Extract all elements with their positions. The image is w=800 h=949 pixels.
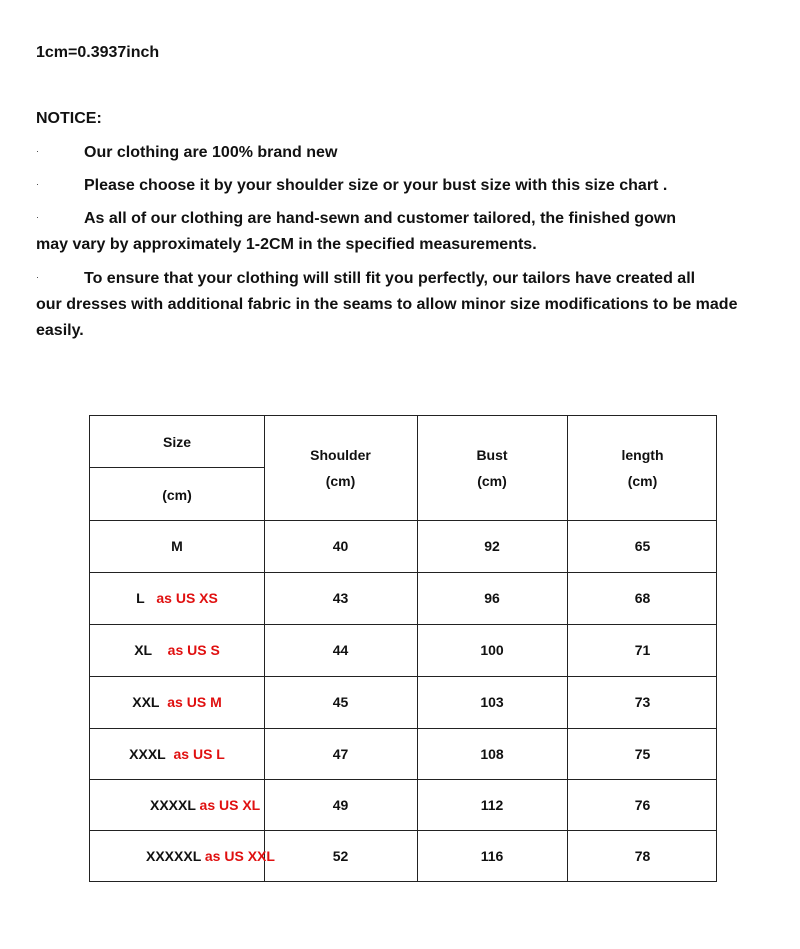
length-cell: 68 [634, 590, 651, 606]
length-cell: 73 [634, 694, 651, 710]
header-length-unit: (cm) [627, 473, 658, 489]
size-cell [90, 746, 264, 762]
length-cell: 78 [634, 848, 651, 864]
size-cell [90, 538, 264, 554]
bust-cell: 103 [480, 694, 504, 710]
notice-item-1-text: Our clothing are 100% brand new [84, 144, 338, 161]
header-shoulder-unit: (cm) [325, 473, 356, 489]
us-size-equivalent: as US M [167, 694, 222, 710]
bullet-icon: · [36, 179, 39, 189]
bullet-icon: · [36, 146, 39, 156]
header-shoulder: Shoulder [310, 447, 371, 463]
bust-cell: 116 [480, 848, 504, 864]
header-length: length [621, 447, 664, 463]
size-label: L [136, 590, 145, 606]
size-cell [150, 797, 260, 813]
shoulder-cell: 49 [332, 797, 349, 813]
size-label: XL [134, 642, 153, 658]
grid-line [90, 676, 716, 677]
header-bust-unit: (cm) [477, 473, 507, 489]
bust-cell: 108 [480, 746, 504, 762]
notice-item-2 [36, 173, 766, 199]
length-cell: 76 [634, 797, 651, 813]
grid-line [90, 624, 716, 625]
length-cell: 71 [634, 642, 651, 658]
notice-item-3 [36, 206, 766, 258]
shoulder-cell: 47 [332, 746, 349, 762]
us-size-equivalent: as US L [173, 746, 225, 762]
size-chart-table [89, 415, 717, 882]
notice-item-3-continued: may vary by approximately 1-2CM in the specified measurements. [36, 236, 537, 253]
us-size-equivalent: as US XS [156, 590, 218, 606]
notice-item-2-text: Please choose it by your shoulder size or your bust size with this size chart . [84, 177, 668, 194]
bullet-icon: · [36, 272, 39, 282]
shoulder-cell: 52 [332, 848, 349, 864]
grid-line [90, 779, 716, 780]
notice-title: NOTICE: [36, 110, 102, 127]
us-size-equivalent: as US S [167, 642, 220, 658]
grid-line [90, 467, 264, 468]
grid-line [90, 728, 716, 729]
conversion-note: 1cm=0.3937inch [36, 44, 160, 61]
bust-cell: 112 [480, 797, 504, 813]
size-label: XXXXL [150, 797, 196, 813]
notice-item-4-text: To ensure that your clothing will still fit you perfectly, our tailors have created all [84, 270, 696, 287]
grid-line [90, 520, 716, 521]
notice-item-1 [36, 140, 766, 166]
notice-item-3-text: As all of our clothing are hand-sewn and customer tailored, the finished gown [84, 210, 677, 227]
length-cell: 65 [634, 538, 651, 554]
bust-cell: 96 [484, 590, 500, 606]
length-cell: 75 [634, 746, 651, 762]
shoulder-cell: 44 [332, 642, 349, 658]
header-size: Size [162, 434, 191, 450]
header-bust: Bust [476, 447, 508, 463]
grid-line [90, 572, 716, 573]
bullet-icon: · [36, 212, 39, 222]
bust-cell: 100 [480, 642, 504, 658]
shoulder-cell: 45 [332, 694, 349, 710]
size-cell [90, 642, 264, 658]
header-size-unit: (cm) [162, 487, 192, 503]
size-cell [90, 694, 264, 710]
size-cell [146, 848, 275, 864]
grid-line [90, 830, 716, 831]
us-size-equivalent: as US XL [199, 797, 261, 813]
size-label: XXXXXL [146, 848, 201, 864]
size-cell [90, 590, 264, 606]
notice-item-4-continued: our dresses with additional fabric in the seams to allow minor size modifications to be made easily. [36, 296, 738, 339]
size-label: M [171, 538, 183, 554]
notice-item-4 [36, 266, 766, 344]
size-label: XXL [132, 694, 160, 710]
shoulder-cell: 40 [332, 538, 349, 554]
size-label: XXXL [129, 746, 166, 762]
bust-cell: 92 [484, 538, 500, 554]
shoulder-cell: 43 [332, 590, 349, 606]
us-size-equivalent: as US XXL [204, 848, 275, 864]
